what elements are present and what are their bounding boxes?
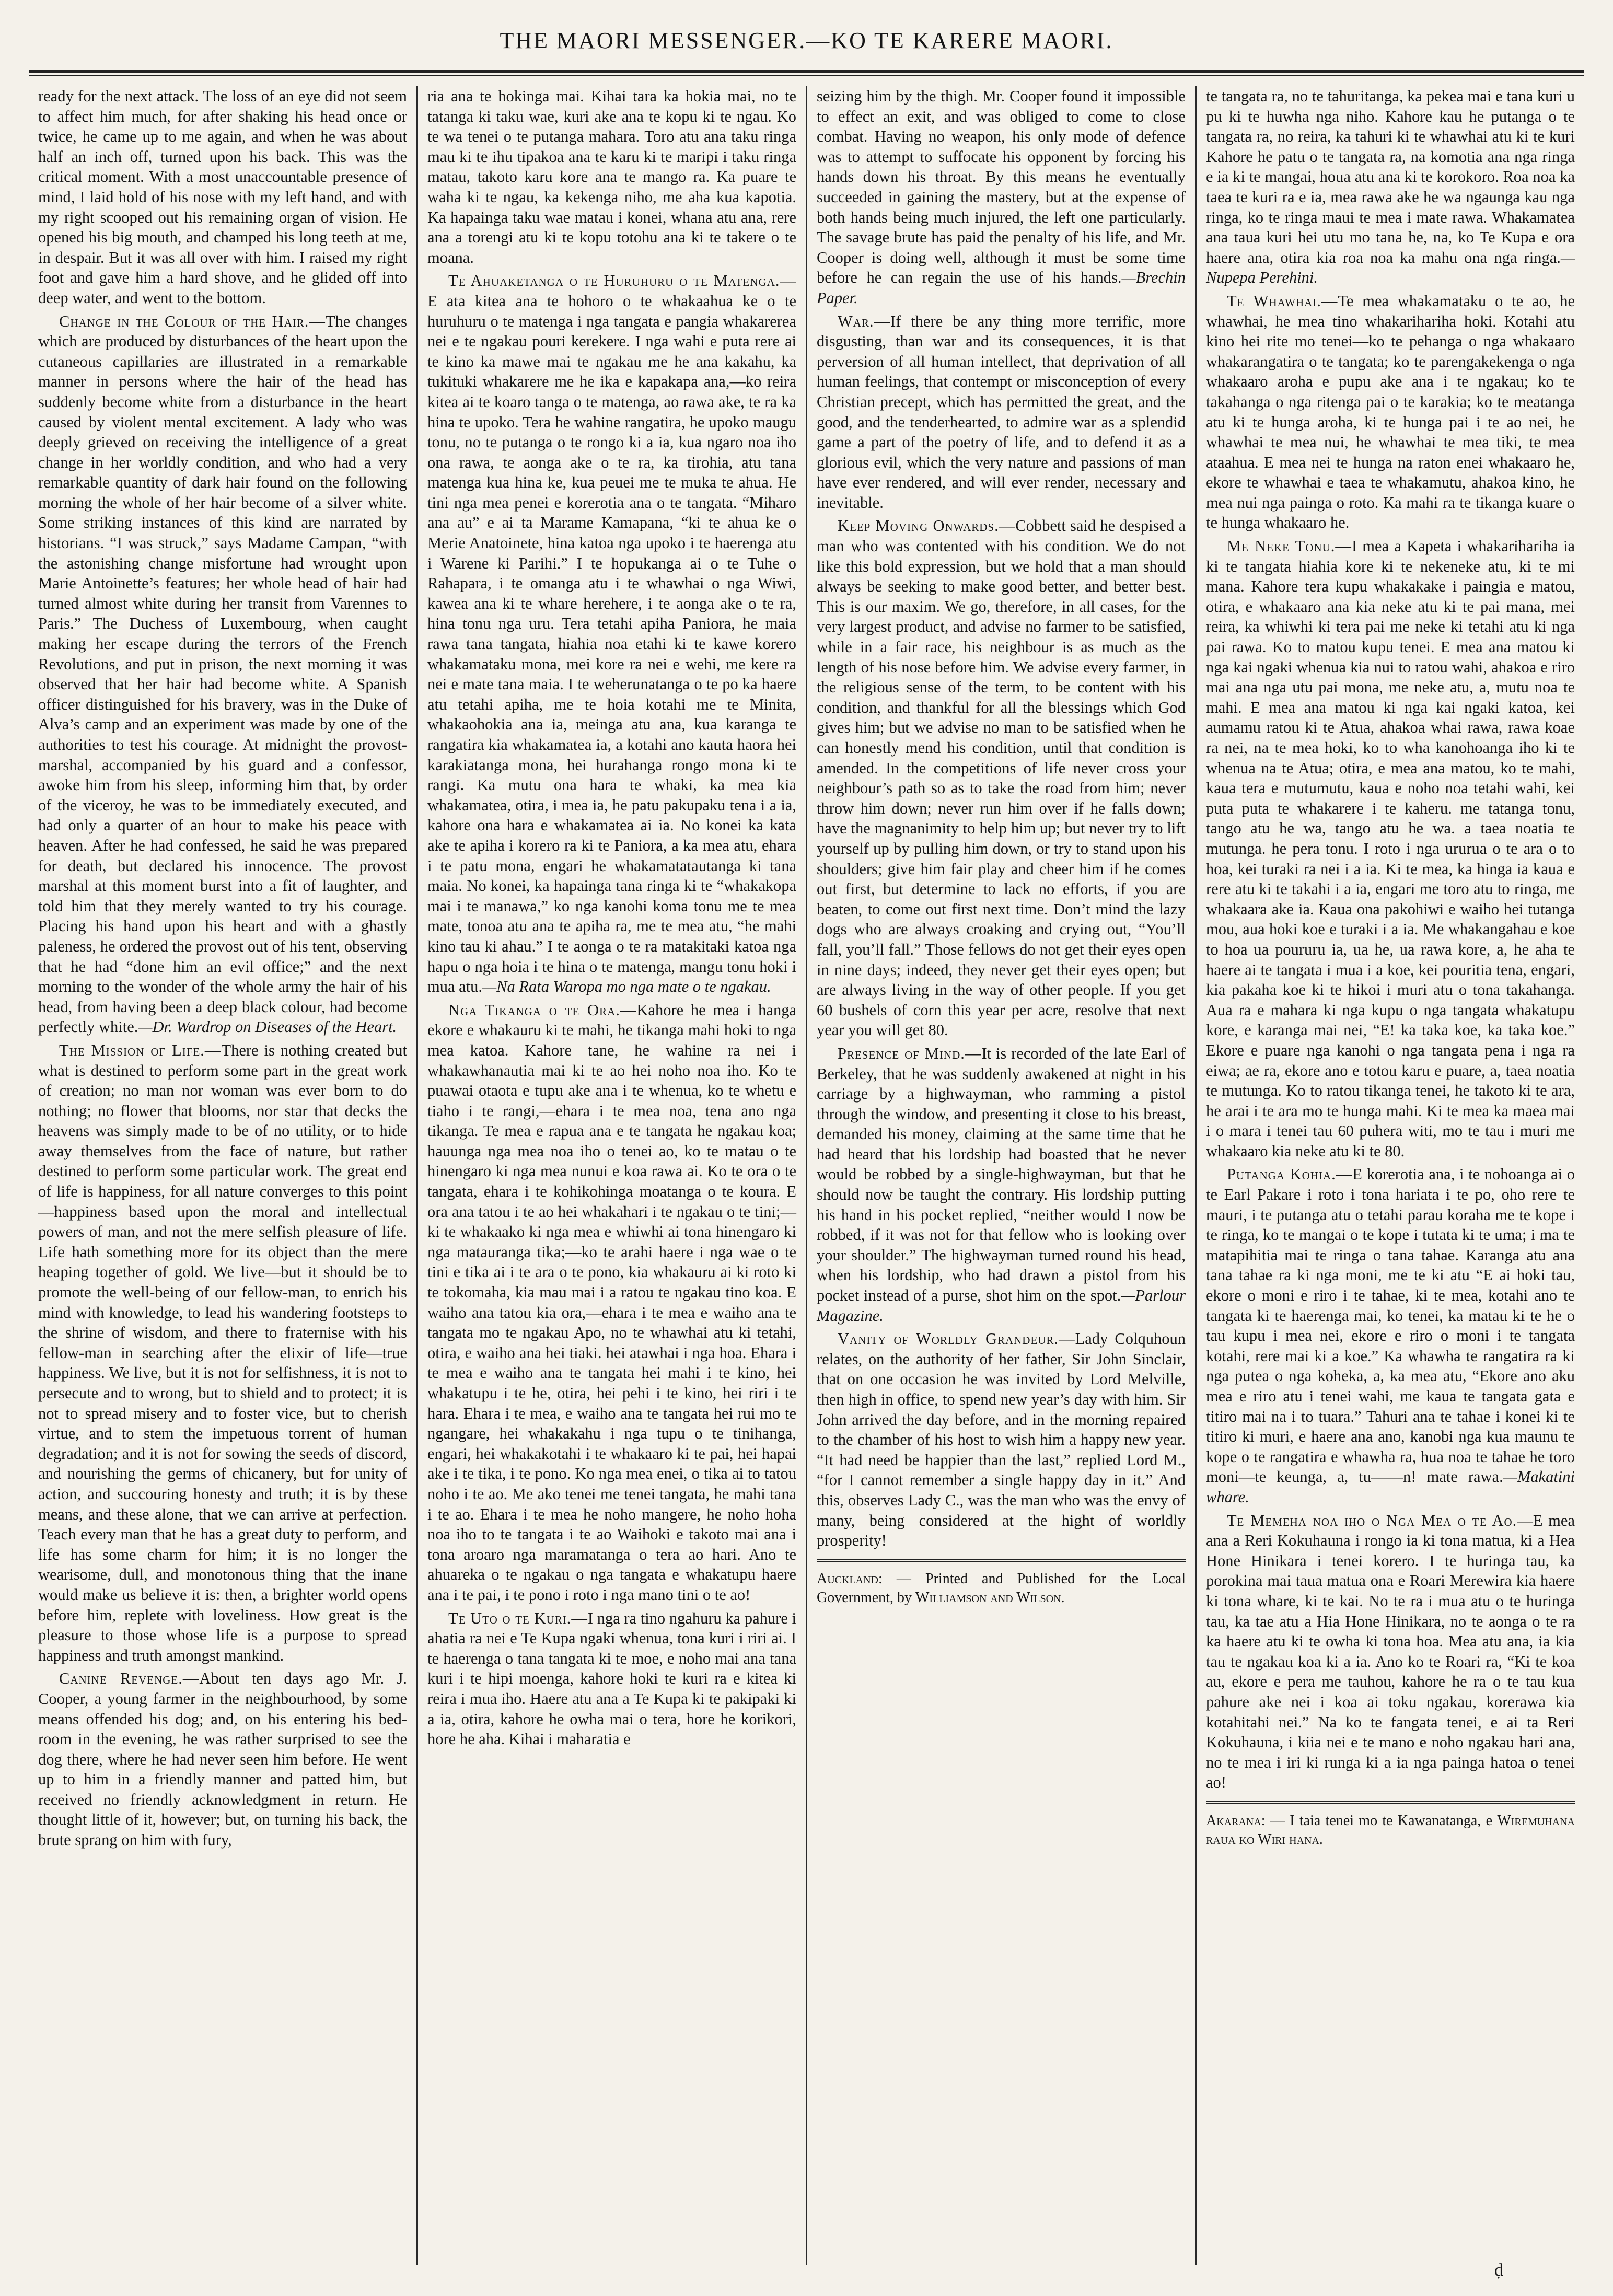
column-1 [29, 86, 416, 2265]
article-paragraph [817, 311, 1186, 513]
article-heading: War.— [838, 312, 891, 330]
article-paragraph [1206, 291, 1575, 533]
article-heading: Te Whawhai.— [1227, 292, 1338, 310]
article-paragraph [38, 86, 407, 308]
article-paragraph [817, 1329, 1186, 1551]
article-text: Te mea whakamataku o te ao, he whawhai, he mea tino whakarihariha hoki. Kotahi atu kino hei rite mo tenei—ko te pehanga o nga whakaaro whakarangatira o te tangata; ko te parengakekenga o nga whakaaro aroha e pupu ake ana i te ngakau; ko te takahanga o nga ritenga pai o te karakia; ko te meatanga atu ki te hunga aroha, ki te hunga pai i te ao nei, he whawhai te mea nui, he whawhai te mea tiki, te mea ataahua. E mea nei te hunga na raton enei whakaaro he, ekore te whawhai e taea te whakamutu, ahakoa kino, he mea nui nga painga o roto. Ka mahi ra te tikanga kuare o te hunga whakaaro he. [1206, 292, 1575, 532]
article-paragraph [427, 86, 796, 268]
article-text: Kahore he mea i hanga ekore e whakauru ki te mahi, he tikanga mahi hoki to nga mea katoa. Kahore tane, he wahine ra nei i whakawhanautia mai ki te ao hei noho noa iho. Ko te puawai otaota e tupu ake ana i te whenua, ko te whetu e tiaho i te rangi,—ehara i te mea noa, tena ano nga tikanga. Te mea e rapua ana e te tangata he ngakau koa; hauunga nga mea noa iho o tenei ao, ko te matau o te hinengaro ki nga mea nunui e koa rawa ai. Ko te ora o te tangata, ehara i te kohikohinga moatanga o te koura. E ora ana tatou i te ao hei whakahari i te ngakau o te tini;—ki te whakaako ki nga mea e whiwhi ai tona hinengaro ki nga matauranga tika;—ko te arahi haere i nga wae o te tini e tika ai i te ara o te pono, kia whakauru ai ki roto ki te tokomaha, kia mau mai i a ratou te ngakau tino koa. E waiho ana tatou kia ora,—ehara i te mea e waiho ana te tangata mo te ngakau Apo, no te whawhai atu ki tetahi, otira, e waiho ana hei tiaki. hei atawhai i nga hoa. Ehara i te mea e waiho ana te tangata hei mahi i te kino, hei whakatupu i te he, otira, hei pehi i te kino, hei riri i te hara. Ehara i te mea, e waiho ana te tangata hei rui mo te ngangare, hei whakakahu i nga tupu o te tinihanga, engari, hei whakakotahi i te whakaaro ki te pai, hei hapai ake i te tika, i te pono. Ko nga mea enei, o tika ai to tatou noho i te ao. Me ako tenei me tenei tangata, he mahi tana i te ao. Ehara i te mea he noho mangere, he noho hoha noa iho to te tangata i te ao Waihoki e takoto mai ana i tona aroaro nga maramatanga o tera ao hari. Ano te ahuareka o te ngakau o nga tangata e whakatupu haere ana i te pai, i te pono i roto i nga mano tini o te ao! [427, 1001, 796, 1604]
article-heading: Me Neke Tonu.— [1227, 537, 1352, 555]
imprint-text: : — I taia tenei mo te Kawanatanga, e [1261, 1812, 1493, 1829]
article-text: E korerotia ana, i te nohoanga ai o te Earl Pakare i roto i tona hariata i te po, oho rere te mauri, i te putanga atu o tetahi parau koraha me te kope i te ringa, ko te mangai o te kope i tutata ki te uma; i ma te matapihitia mai te ringa o tana tahae. Karanga atu ana tana tahae ra ki nga moni, me te ki atu “E ai hoki tau, ekore o moni e riro i te tahae, ki te mea, kotahi ano te tangata ki te haerenga mai, ko tenei, ka matau ki te he o tau kupu i mea nei, ekore e riro o moni i te tangata kotahi, rere mai ki a koe.” Ka whawha te rangatira ra ki nga putea o nga koheka, a, ka mea atu, “Ekore ano aku mea e riro atu i tenei wahi, me kaua te tangata gata e titiro mai na i to tuara.” Tahuri ana te tahae i konei ki te titiro ki muri, e haere ana ano, kanobi nga kua maunu te kope o te rangatira e whawha ra, hua noa te tahae he toro moni—te keunga, a, tu——n! mate rawa. [1206, 1165, 1575, 1486]
article-text: ria ana te hokinga mai. Kihai tara ka hokia mai, no te tatanga ki taku wae, kuri ake ana te kopu ki te ngau. Ko te wa tenei o te putanga mahara. Toro atu ana taku ringa mau ki te ihu tipakoa ana te karu ki te maripi i taku ringa matau, takoto karu kore ana te mango ra. Ka puare te waha ki te ngau, ka kekenga niho, me aha kua kapotia. Ka hapainga taku wae matau i konei, whana atu ana, rere ana a torengi atu ki te kopu totohu ana ki te takere o te moana. [427, 87, 796, 266]
article-text: About ten days ago Mr. J. Cooper, a young farmer in the neighbourhood, by some means offended his dog; and, on his entering his bed-room in the evening, he was rather surprised to see the dog there, where he had never seen him before. He went up to him in a friendly manner and patted him, but received no friendly acknowledgment in return. He thought little of it, however; but, on turning his back, the brute sprang on him with fury, [38, 1669, 408, 1849]
article-paragraph [1206, 1511, 1575, 1793]
article-paragraph [1206, 1164, 1575, 1507]
article-heading: Te Ahuaketanga o te Huruhuru o te Matenga.— [448, 272, 796, 290]
article-paragraph [38, 1040, 407, 1665]
imprint-label: Auckland [817, 1570, 878, 1587]
article-paragraph [38, 311, 407, 1037]
article-text: seizing him by the thigh. Mr. Cooper found it impossible to effect an exit, and was obliged to come to close combat. Having no weapon, his only mode of defence was to attempt to suffocate his opponent by forcing his hands down his throat. By this means he eventually succeeded in gaining the mastery, but at the expense of both hands being much injured, the left one particularly. The savage brute has paid the penalty of his life, and Mr. Cooper is doing well, although it must be some time before he can regain the use of his hands. [817, 87, 1186, 287]
imprint-printers: Williamson and Wilson. [915, 1589, 1065, 1606]
article-heading: Vanity of Worldly Grandeur.— [838, 1330, 1075, 1348]
article-source: —Dr. Wardrop on Diseases of the Heart. [138, 1018, 397, 1036]
article-text: The changes which are produced by disturbances of the heart upon the cutaneous capillaries are illustrated in a remarkable manner in persons where the hair of the head has suddenly become white from a disturbance in the heart caused by violent mental excitement. A lady who was deeply grieved on receiving the intelligence of a great change in her worldly condition, and who had a very remarkable quantity of dark hair found on the following morning the whole of her hair become of a silver white. Some striking instances of this kind are narrated by historians. “I was struck,” says Madame Campan, “with the astonishing change misfortune had wrought upon Marie Antoinette’s features; her whole head of hair had turned almost white during her transit from Varennes to Paris.” The Duchess of Luxembourg, when caught making her escape during the terrors of the French Revolutions, and put in prison, the next morning it was observed that her hair had become white. A Spanish officer distinguished for his bravery, was in the Duke of Alva’s camp and an experiment was made by one of the authorities to test his courage. At midnight the provost-marshal, accompanied by his guard and a confessor, awoke him from his sleep, informing him that, by order of the viceroy, he was to be immediately executed, and had only a quarter of an hour to make his peace with heaven. After he had confessed, he said he was prepared for death, but declared his innocence. The provost marshal at this moment burst into a fit of laughter, and told him that they merely wanted to try his courage. Placing his hand upon his heart and with a ghastly paleness, he ordered the provost out of his tent, observing that he had “done him an evil office;” and the next morning to the wonder of the whole army the hair of his head, from having been a deep black colour, had become perfectly white. [38, 312, 407, 1036]
article-text: There is nothing created but what is destined to perform some part in the great work of creation; no man nor woman was ever born to do nothing; no flower that blooms, nor star that decks the heavens was simply made to be of no utility, or to hide away themselves from the face of nature, but rather destined to perform some particular work. The great end of life is happiness, for all nature converges to this point—happiness based upon the moral and intellectual powers of man, and not the mere selfish pleasure of life. Life hath something more for its object than the mere heaping together of gold. We live—but it should be to promote the well-being of our fellow-man, to enrich his mind with knowledge, to lead his wandering footsteps to the shrine of wisdom, and there to fraternise with his fellow-man in searching after the elixir of life—true happiness. We live, but it is not for selfishness, it is not to persecute and to wrong, but to shield and to protect; it is not to spread misery and to foster vice, but to cherish virtue, and to stem the impetuous torrent of human degradation; and it is not for sowing the seeds of discord, and nourishing the germs of chicanery, but for unity of action, and succouring honesty and truth; it is by these means, and these alone, that we can arrive at perfection. Teach every man that he has a great duty to perform, and life has some charm for him; it is no longer the wearisome, dull, and monotonous thing that the inane would make us believe it is: then, a brighter world opens before him, replete with loveliness. How great is the pleasure to those whose life is a purpose to spread happiness and truth amongst mankind. [38, 1041, 407, 1664]
article-text: Cobbett said he despised a man who was contented with his condition. We do not like this bold expression, but we hold that a man should always be seeking to make good better, and better best. This is our maxim. We go, therefore, in all cases, for the very largest product, and advise no farmer to be satisfied, while in a fair race, his neighbour is as much as the length of his nose before him. We advise every farmer, in the religious sense of the term, to be content with his condition, and thankful for all the blessings which God gives him; but we advise no man to be satisfied when he can honestly mend his condition, until that condition is amended. In the competitions of life never cross your neighbour’s path so as to take the road from him; never throw him down; never run him over if he falls down; have the magnanimity to help him up; but never try to lift yourself up by pulling him down, or try to stand upon his shoulders; give him fair play and cheer him if he comes out first, but determine to lack no efforts, if you are beaten, to come out first next time. Don’t mind the lazy dogs who are always croaking and crying out, “You’ll fall, you’ll fall.” Those fellows do not get their eyes open in nine days; indeed, they never get their eyes open; but are always living in the way of other people. If you get 60 bushels of corn this year per acre, resolve that next year you will get 80. [817, 517, 1186, 1039]
masthead-rule [29, 70, 1584, 76]
article-paragraph [1206, 536, 1575, 1161]
article-heading: Te Memeha noa iho o Nga Mea o te Ao. [1227, 1511, 1517, 1529]
article-heading: Putanga Kohia.— [1227, 1165, 1353, 1184]
article-heading: Te Uto o te Kuri.— [448, 1609, 588, 1627]
article-text: E ata kitea ana te hohoro o te whakaahua ke o te huruhuru o te matenga i nga tangata e pangia whakarerea nei e te ngakau pouri kerekere. I nga wahi e puta rere ai te kino ka mawe mai te ngakau me he ana kakahu, ka tukituki whakarere me he ika e kapakapa ana,—ko reira kitea ai te koaro tanga o te matenga, ao rawa ake, te ra ka hina te upoko. Tera he wahine rangatira, he upoko maugu tonu, no te putanga o te rongo ki a ia, kua ngaro noa iho ona rawa, te aonga ake o te ra, ka tirohia, atu tana matenga kua hina ke, kua peuei me te muka te ahua. He tini nga mea penei e korerotia ana o te tangata. “Miharo ana au” e ai ta Marame Kamapana, “ki te ahua ke o Merie Anatoinete, hina katoa nga upoko i te haerenga atu i Warene ki Parihi.” I te hopukanga ai o te Tuhe o Rahapara, i te omanga atu i te whawhai o nga Wiwi, kawea ana ki te whare herehere, i te aonga ake o te ra, hina tonu nga uru. Tera tetahi apiha Paniora, he maia rawa tana tangata, hiahia noa etahi ki te kawe korero whakamataku mona, mei kore ra nei e wehi, me kere ra nei e mate tana maia. I te weherunatanga o te po ka haere atu tetahi apiha, me te hoia kotahi me te Minita, whakaohokia ana ia, meinga atu ana, kua karanga te rangatira kia whakamatea ia, a kotahi ano kauta haora hei karakiatanga mona, hei hurahanga rongo mona ki te rangi. Ka mutu ona hara te whaki, ka mea kia whakamatea, otira, i mea ia, he patu pakupaku tena i a ia, kahore ona hara e whakamatea ai ia. No konei ka kata ake te apiha i korero ra ki te Paniora, a ka mea atu, ehara i te patu mona, engari he whakamatatautanga ki tana maia. No konei, ka hapainga tana ringa ki te “whakakopa mai i te manawa,” ko nga kanohi koma tonu me te mea mate, tonoa atu ana te apiha ra, me te mea atu, “he mahi kino tau ki ahau.” I te aonga o te ra matakitaki katoa nga hapu o nga hoia i te hina o te matenga, mangu tonu hoki i mua atu. [427, 292, 796, 996]
article-heading: Nga Tikanga o te Ora.— [448, 1001, 637, 1019]
article-heading: Change in the Colour of the Hair.— [59, 312, 326, 330]
imprint-text: : — Printed and Published for the Local Government, by [817, 1570, 1186, 1606]
masthead: THE MAORI MESSENGER.—KO TE KARERE MAORI. [500, 28, 1113, 53]
column-3 [806, 86, 1195, 2265]
article-heading: The Mission of Life.— [59, 1041, 222, 1059]
article-paragraph [1206, 86, 1575, 288]
article-text: If there be any thing more terrific, more disgusting, than war and its consequences, it is that perversion of all human intellect, that deprivation of all human feelings, that contempt or misconception of every Christian precept, which has permitted the great, and the good, and the tenderhearted, to admire war as a splendid game a part of the poetry of life, and to defend it as a glorious evil, which the very nature and passions of man have ever rendered, and will ever render, necessary and inevitable. [817, 312, 1186, 512]
imprint-printers: Wiremuhana raua ko Wiri hana. [1206, 1812, 1575, 1848]
column-4 [1195, 86, 1584, 2265]
imprint [1206, 1801, 1575, 1849]
column-2 [416, 86, 806, 2265]
article-source: —Brechin Paper. [817, 269, 1186, 307]
article-source: —Parlour Magazine. [817, 1286, 1186, 1325]
article-paragraph [427, 1000, 796, 1605]
article-paragraph [817, 86, 1186, 308]
imprint [817, 1559, 1186, 1607]
article-text: ready for the next attack. The loss of an eye did not seem to affect him much, for after shaking his head once or twice, he came up to me again, and when he was about half an inch off, turned upon his back. This was the critical moment. With a most unaccountable presence of mind, I laid hold of his nose with my left hand, and with my right scooped out his remaining organ of vision. He opened his big mouth, and champed his long teeth at me, in despair. But it was all over with him. I raised my right foot and gave him a hard shove, and he glided off into deep water, and went to the bottom. [38, 87, 407, 307]
article-text: I nga ra tino ngahuru ka pahure i ahatia ra nei e Te Kupa ngaki whenua, tona kuri i riri ai. I te haerenga o tana tangata ki te moe, e noho mai ana tana kuri i te hipi moenga, kahore hoki te kuri ra e kitea ki reira i mua iho. Haere atu ana a Te Kupa ki te pakipaki ki a ia, otira, kahore he owha mai o tera, hore he korikori, hore he aha. Kihai i maharatia e [427, 1609, 796, 1748]
article-text: I mea a Kapeta i whakarihariha ia ki te tangata hiahia kore ki te nekeneke atu, ki te mi mana. Kahore tera kupu whakakake i paingia e matou, otira, e whakaaro ana kia neke atu ki te pai mana, mei reira, ka whiwhi ki tera pai me neke ki tetahi atu ki nga pai rawa. Ko to matou kupu tenei. E mea ana matou ki nga kai ngaki whenua kia nui to ratou wahi, ahakoa e riro mai ana nga utu pai mona, me neke atu, a, mutu noa te mahi. E mea ana matou ki nga kai ngaki katoa, kei aumamu ratou ki te Atua, ahakoa whai rawa, rawa koae ra nei, na te mea hoki, ko to wha kanohoanga iho ki te whenua na te Atua; otira, e mea ana matou, ko te mahi, kaua tera e mutumutu, kaua e noho noa tetahi wahi, kei puta puta te whakarere i te kaheru. me tatanga tonu, tango atu he wa, tango atu he wa. a taea noatia te mutunga. he pera tonu. I roto i nga ururua o te ara o to hoa, kei turaki ra nei i a ia. Ki te mea, ka hinga ia kaua e rere atu ki te takahi i a ia, engari me toro atu to ringa, me whakaara ake ia. Kaua ona pakohiwi e waiho hei tutanga mou, aua hoki koe e turaki i a ia. Me whakangahau e koe to hoa ua poururu ia, ua he, ua rawa kore, a, he aha te haere ai te tangata i mua i a koe, kei pouritia tena, engari, kia pakaha koe ki te hikoi i muri atu o tona takahanga. Aua ra e mahara ki nga kupu o nga tangata whakatupu kore, e karanga mai nei, “E! ka taka koe, ka taka koe.” Ekore e puare nga kanohi o nga tangata pena i nga ra eiwa; ae ra, ekore ano e totou karu e puare, a, taea noatia te mutunga. Ko to ratou tikanga tenei, he takoto ki te ara, he arai i te ara mo te hunga mahi. Ki te mea ka maea mai i o mara i tenei tau 60 puhera witi, mo te tau i muri me whakaaro kia neke atu ki te 80. [1206, 537, 1575, 1160]
article-paragraph [817, 516, 1186, 1040]
article-paragraph [427, 271, 796, 996]
article-source: —Na Rata Waropa mo nga mate o te ngakau. [482, 978, 771, 996]
article-heading: Keep Moving Onwards.— [838, 517, 1016, 535]
article-paragraph [38, 1668, 407, 1850]
article-text: te tangata ra, no te tahuritanga, ka pekea mai e tana kuri u pu ki te huwha nga niho. Kahore kau he putanga o te tangata ra, no reira, ka tahuri ki te whawhai atu ki te kuri Kahore he patu o te tangata ra, na komotia ana nga ringa e ia ki te mangai, houa atu ana ki te korokoro. Roa noa ka taea te kuri ra e ia, mea rawa ake he wa ngaunga kau nga ringa, ko te ringa maui te mea i mate rawa. Whakamatea ana taua kuri hei utu mo tana he, na, ko Te Kupa e ora haere ana, otira kia roa noa ka mahu ona nga ringa. [1206, 87, 1575, 266]
article-heading: Presence of Mind.— [838, 1044, 982, 1062]
article-paragraph [817, 1043, 1186, 1326]
bottom-mark: ḍ [1494, 2260, 1503, 2280]
article-text: It is recorded of the late Earl of Berkeley, that he was suddenly awakened at night in his carriage by a highwayman, who ramming a pistol through the window, and presenting it close to his breast, demanded his money, claiming at the same time that he had heard that his lordship had boasted that he never would be robbed by a single-highwayman, but that he should now be taught the contrary. His lordship putting his hand in his pocket replied, “neither would I now be robbed, if it was not for that fellow who is looking over your shoulder.” The highwayman turned round his head, when his lordship, who had drawn a pistol from his pocket instead of a purse, shot him on the spot. [817, 1044, 1186, 1305]
article-heading: Canine Revenge.— [59, 1669, 200, 1688]
article-source: —Nupepa Perehini. [1206, 248, 1575, 287]
article-source: —Makatini whare. [1206, 1468, 1575, 1506]
article-paragraph [427, 1608, 796, 1749]
article-text: Lady Colquhoun relates, on the authority of her father, Sir John Sinclair, that on one occasion he was invited by Lord Melville, then high in office, to spend new year’s day with him. Sir John arrived the day before, and in the morning repaired to the chamber of his host to wish him a happy new year. “It had need be happier than the last,” replied Lord M., “for I cannot remember a single happy day in it.” And this, observes Lady C., was the man who was the envy of many, being considered at the hight of worldly prosperity! [817, 1330, 1186, 1550]
imprint-label: Akarana [1206, 1812, 1261, 1829]
article-text: —E mea ana a Reri Kokuhauna i rongo ia ki tona matua, ki a Hea Hone Hinikara i tenei korero. I te huringa tau, ka porokina mai taua matua ona e Roari Merewira kia haere ki tona whare, ki te kai. No te ra i mua atu o te huringa tau, ka tae atu a Hia Hone Hinikara, no te aonga o te ra ka haere atu ki te owha ki tona hoa. Mea atu ana, ia kia tau te ngakau koa ki a ia. Ano ko te Roari ra, “Ki te koa au, ekore e pera me tauhou, kahore he ra o te tau kua pahure ake nei i koa ai toku ngakau, korerawa kia kotahitahi nei.” Na ko te fangata tenei, e ai ta Reri Kokuhauna, i kiia nei e te mano e noho ngakau hari ana, no te mea i iri ki runga ki a ia nga painga hatoa o tenei ao! [1206, 1511, 1575, 1792]
columns [29, 86, 1584, 2265]
